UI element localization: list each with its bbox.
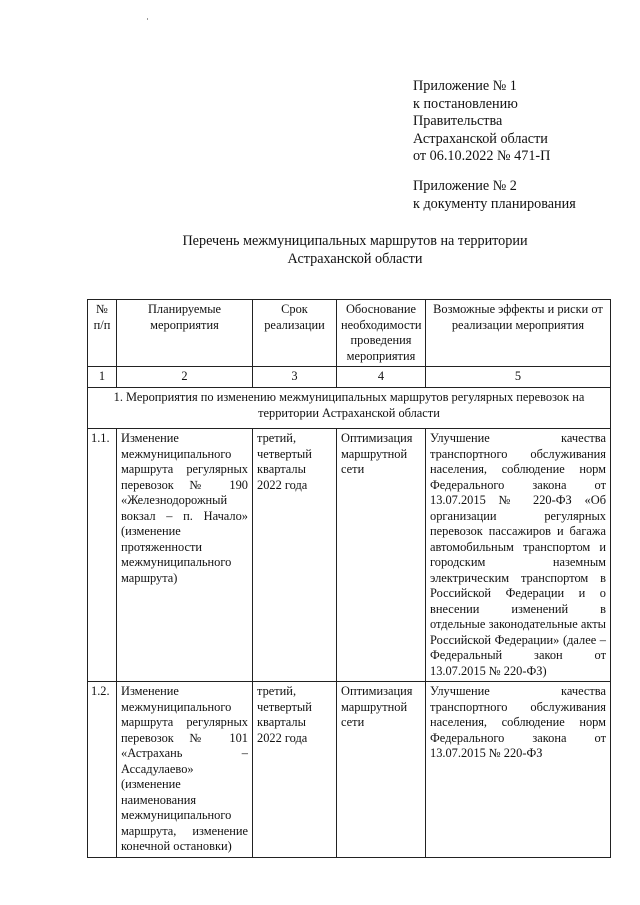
row-number: 1.2. — [88, 682, 117, 858]
appendix-1-line: от 06.10.2022 № 471-П — [413, 148, 551, 165]
section-row — [88, 388, 611, 429]
row-effects: Улучшение качества транспортного обслуживания населения, соблюдение норм Федерального закона от 13.07.2015 № 220-ФЗ «Об организации регулярных перевозок пассажиров и багажа автомобильным транспортом и городским наземным электрическим транспортом в Российской Федерации и о внесении изменений в отдельные законодательные акты Российской Федерации» (далее – Федеральный закон от 13.07.2015 № 220-ФЗ) — [426, 429, 611, 682]
appendix-2-block — [413, 178, 576, 213]
column-number: 5 — [426, 367, 611, 388]
section-title: 1. Мероприятия по изменению межмуниципальных маршрутов регулярных перевозок на территории Астраханской области — [88, 388, 611, 429]
row-term: третий, четвертый кварталы 2022 года — [253, 682, 337, 858]
column-number: 3 — [253, 367, 337, 388]
table-row — [88, 429, 611, 682]
row-effects: Улучшение качества транспортного обслуживания населения, соблюдение норм Федерального закона от 13.07.2015 № 220-ФЗ — [426, 682, 611, 858]
appendix-1-line: Астраханской области — [413, 130, 548, 147]
routes-table — [87, 299, 611, 858]
appendix-1-block — [413, 78, 550, 166]
header-reason: Обоснование необходимости проведения мероприятия — [337, 300, 426, 367]
row-term: третий, четвертый кварталы 2022 года — [253, 429, 337, 682]
row-activity: Изменение межмуниципального маршрута регулярных перевозок № 101 «Астрахань – Ассадулаево» (изменение наименования межмуниципального маршрута, изменение конечной остановки) — [117, 682, 253, 858]
appendix-1-line: Приложение № 1 — [413, 78, 517, 94]
row-reason: Оптимизация маршрутной сети — [337, 429, 426, 682]
column-number: 2 — [117, 367, 253, 388]
row-reason: Оптимизация маршрутной сети — [337, 682, 426, 858]
title-line-2: Астраханской области — [287, 251, 423, 267]
appendix-1-line: к постановлению — [413, 95, 518, 112]
header-effects: Возможные эффекты и риски от реализации мероприятия — [426, 300, 611, 367]
appendix-2-line: Приложение № 2 — [413, 178, 517, 194]
header-number: № п/п — [88, 300, 117, 367]
appendix-1-line: Правительства — [413, 113, 503, 130]
appendix-2-line: к документу планирования — [413, 195, 576, 212]
title-line-1: Перечень межмуниципальных маршрутов на территории — [182, 233, 528, 249]
document-title — [120, 232, 590, 268]
column-number: 1 — [88, 367, 117, 388]
row-number: 1.1. — [88, 429, 117, 682]
header-activity: Планируемые мероприятия — [117, 300, 253, 367]
column-number: 4 — [337, 367, 426, 388]
table-row — [88, 682, 611, 858]
column-number-row — [88, 367, 611, 388]
row-activity: Изменение межмуниципального маршрута регулярных перевозок № 190 «Железнодорожный вокзал – п. Начало» (изменение протяженности межмуниципального маршрута) — [117, 429, 253, 682]
header-term: Срок реализации — [253, 300, 337, 367]
scan-speck — [147, 18, 148, 20]
table-header-row — [88, 300, 611, 367]
